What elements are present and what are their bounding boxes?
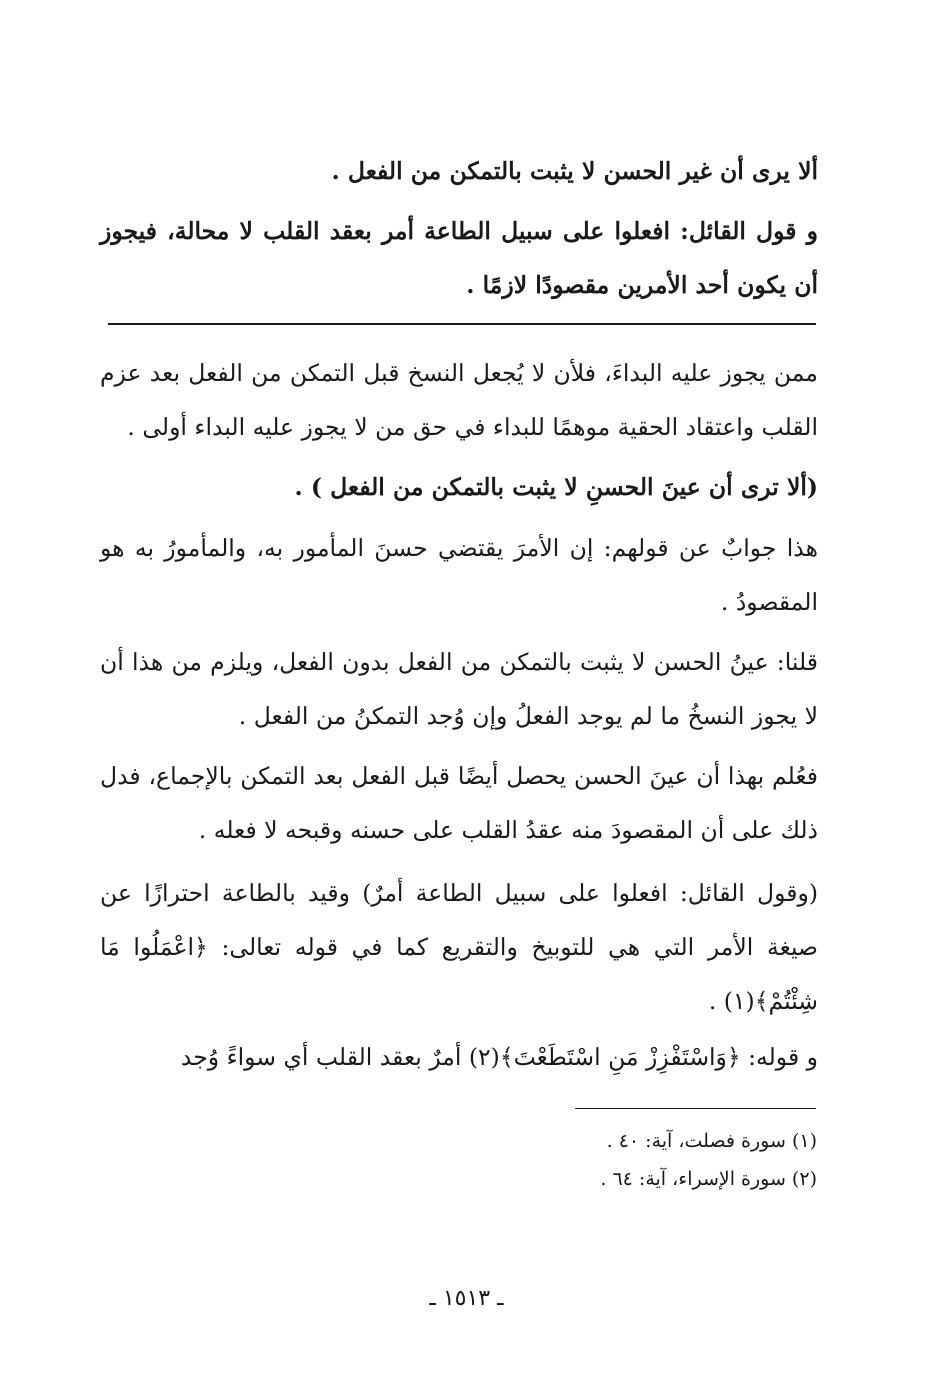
commentary-paragraph-2: هذا جوابٌ عن قولهم: إن الأمرَ يقتضي حسنَ المأمور به، والمأمورُ به هو المقصودُ . (100, 534, 818, 616)
commentary-paragraph-3: قلنا: عينُ الحسن لا يثبت بالتمكن من الفعل بدون الفعل، ويلزم من هذا أن لا يجوز النسخُ ما لم يوجد الفعلُ وإن وُجد التمكنُ من الفعل . (100, 648, 818, 730)
page-number: ـ ١٥١٣ ـ (429, 1286, 504, 1311)
main-text-line-1: ألا يرى أن غير الحسن لا يثبت بالتمكن من الفعل . (331, 157, 818, 185)
footnote-2: (٢) سورة الإسراء، آية: ٦٤ . (600, 1168, 817, 1190)
quoted-text-paragraph: (ألا ترى أن عينَ الحسنِ لا يثبت بالتمكن من الفعل ) . (294, 473, 818, 501)
main-text-paragraph-2: و قول القائل: افعلوا على سبيل الطاعة أمر بعقد القلب لا محالة، فيجوز أن يكون أحد الأمرين مقصودًا لازمًا . (100, 217, 818, 299)
commentary-paragraph-5: (وقول القائل: افعلوا على سبيل الطاعة أمرٌ) وقيد بالطاعة احترازًا عن صيغة الأمر التي هي للتوبيخ والتقريع كما في قوله تعالى: ﴿اعْمَلُوا مَا شِئْتُمْ﴾(١) . (100, 879, 818, 1015)
commentary-paragraph-6: و قوله: ﴿وَاسْتَفْزِزْ مَنِ اسْتَطَعْتَ﴾(٢) أمرٌ بعقد القلب أي سواءً وُجد (180, 1043, 818, 1071)
commentary-paragraph-4: فعُلم بهذا أن عينَ الحسن يحصل أيضًا قبل الفعل بعد التمكن بالإجماع، فدل ذلك على أن المقصودَ منه عقدُ القلب على حسنه وقبحه لا فعله . (100, 762, 818, 844)
commentary-paragraph-1: ممن يجوز عليه البداءَ، فلأن لا يُجعل النسخ قبل التمكن من الفعل بعد عزم القلب واعتقاد الحقية موهمًا للبداء في حق من لا يجوز عليه البداء أولى . (100, 359, 818, 441)
footnote-separator (575, 1108, 816, 1109)
footnote-1: (١) سورة فصلت، آية: ٤٠ . (606, 1130, 817, 1152)
main-text-separator (108, 323, 816, 325)
